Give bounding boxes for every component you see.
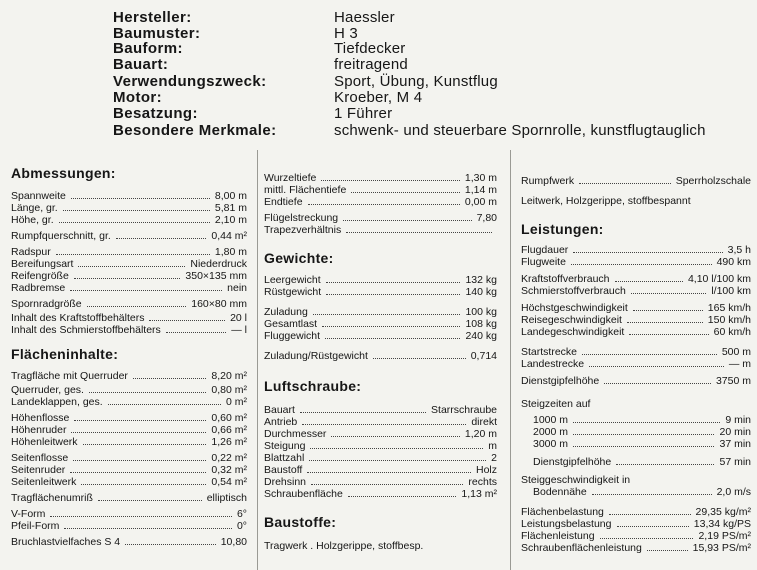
spec-value: Sperrholzschale — [675, 175, 751, 187]
spec-value: nein — [227, 282, 247, 294]
section-title-baustoffe: Baustoffe: — [264, 514, 337, 530]
steiggeschwindigkeit-title: Steiggeschwindigkeit in — [521, 474, 631, 486]
spec-label: 2000 m — [533, 426, 569, 438]
dot-leader — [573, 414, 720, 423]
spec-value: m — [488, 440, 497, 452]
spec-row — [264, 452, 497, 464]
spec-row — [11, 536, 247, 548]
spec-label: Radspur — [11, 246, 51, 258]
dot-leader — [56, 246, 210, 255]
dot-leader — [74, 412, 206, 421]
dot-leader — [629, 326, 709, 335]
dot-leader — [78, 258, 185, 267]
spec-value: 1,14 m — [464, 184, 497, 196]
spec-row — [264, 184, 497, 196]
spec-label: Trapezverhältnis — [264, 224, 342, 236]
dot-leader — [310, 440, 483, 449]
spec-row — [11, 452, 247, 464]
spec-value: 10,80 — [220, 536, 247, 548]
dot-leader — [627, 314, 703, 323]
spec-value: 490 km — [716, 256, 751, 268]
spec-value: 2,19 PS/m² — [698, 530, 751, 542]
spec-value: 0,32 m² — [211, 464, 247, 476]
header-row-motor — [0, 89, 757, 106]
spec-value: 0,66 m² — [211, 424, 247, 436]
spec-row — [264, 464, 497, 476]
spec-value: 29,35 kg/m² — [695, 506, 751, 518]
dot-leader — [615, 273, 683, 282]
spec-value: Holz — [475, 464, 497, 476]
spec-label: mittl. Flächentiefe — [264, 184, 347, 196]
dot-leader — [81, 476, 206, 485]
dot-leader — [343, 212, 472, 221]
dot-leader — [331, 428, 460, 437]
header-label: Baumuster: — [113, 25, 201, 42]
dot-leader — [573, 438, 714, 447]
spec-label: Pfeil-Form — [11, 520, 60, 532]
spec-row — [521, 518, 751, 530]
spec-row — [264, 306, 497, 318]
spec-row — [264, 286, 497, 298]
dot-leader — [616, 456, 714, 465]
spec-label: Höhenleitwerk — [11, 436, 78, 448]
spec-row — [264, 196, 497, 208]
spec-row — [11, 258, 247, 270]
spec-value: 1,80 m — [214, 246, 247, 258]
spec-label: Höhenruder — [11, 424, 67, 436]
spec-value: 2,0 m/s — [716, 486, 751, 498]
header-label: Verwendungszweck: — [113, 73, 267, 90]
dot-leader — [166, 324, 226, 333]
dot-leader — [592, 486, 712, 495]
spec-label: Zuladung/Rüstgewicht — [264, 350, 368, 362]
dot-leader — [617, 518, 689, 527]
spec-label: Flächenleistung — [521, 530, 595, 542]
spec-label: Blattzahl — [264, 452, 305, 464]
dot-leader — [309, 452, 486, 461]
spec-value: 2,10 m — [214, 214, 247, 226]
header-row-bauart — [0, 56, 757, 73]
spec-label: Seitenruder — [11, 464, 66, 476]
spec-value: 0,00 m — [464, 196, 497, 208]
spec-value: 4,10 l/100 km — [687, 273, 751, 285]
section-title-luftschraube: Luftschraube: — [264, 378, 362, 394]
spec-value: 57 min — [719, 456, 751, 468]
header-value: Sport, Übung, Kunstflug — [334, 73, 498, 90]
spec-row — [11, 202, 247, 214]
spec-label: Rumpfwerk — [521, 175, 575, 187]
spec-value: 132 kg — [465, 274, 497, 286]
spec-value: 500 m — [721, 346, 751, 358]
spec-row — [11, 190, 247, 202]
spec-label: Durchmesser — [264, 428, 327, 440]
dot-leader — [325, 330, 460, 339]
spec-row — [264, 476, 497, 488]
dot-leader — [321, 172, 460, 181]
dot-leader — [59, 214, 210, 223]
spec-value: rechts — [468, 476, 497, 488]
spec-label: Reisegeschwindigkeit — [521, 314, 622, 326]
spec-value: 108 kg — [465, 318, 497, 330]
spec-row — [264, 350, 497, 362]
column-divider — [510, 150, 511, 570]
dot-leader — [326, 286, 460, 295]
spec-row — [521, 486, 751, 498]
spec-value: 100 kg — [465, 306, 497, 318]
header-row-verwendungszweck — [0, 73, 757, 90]
spec-label: Kraftstoffverbrauch — [521, 273, 610, 285]
spec-label: Bereifungsart — [11, 258, 74, 270]
spec-value: 240 kg — [465, 330, 497, 342]
spec-row — [264, 172, 497, 184]
spec-value: 0,60 m² — [211, 412, 247, 424]
spec-label: Antrieb — [264, 416, 298, 428]
spec-row — [264, 416, 497, 428]
dot-leader — [63, 202, 210, 211]
spec-label: Höchstgeschwindigkeit — [521, 302, 628, 314]
spec-row — [11, 270, 247, 282]
spec-row — [264, 224, 497, 236]
spec-row — [521, 302, 751, 314]
spec-value: 2 — [491, 452, 497, 464]
dot-leader — [308, 196, 460, 205]
spec-value: 0,44 m² — [211, 230, 247, 242]
header-row-bauform — [0, 40, 757, 57]
dot-leader — [609, 506, 691, 515]
dot-leader — [600, 530, 693, 539]
spec-label: Fluggewicht — [264, 330, 321, 342]
header-row-hersteller — [0, 9, 757, 26]
dot-leader — [108, 396, 221, 405]
spec-value: 140 kg — [465, 286, 497, 298]
spec-row — [521, 256, 751, 268]
spec-value: 1,20 m — [464, 428, 497, 440]
spec-value: l/100 km — [711, 285, 751, 297]
dot-leader — [74, 270, 180, 279]
spec-value: 8,20 m² — [211, 370, 247, 382]
dot-leader — [582, 346, 717, 355]
header-value: Haessler — [334, 9, 395, 26]
spec-label: Seitenflosse — [11, 452, 69, 464]
dot-leader — [604, 375, 711, 384]
spec-row — [521, 375, 751, 387]
section-title-flaecheninhalte: Flächeninhalte: — [11, 346, 119, 362]
header-label: Motor: — [113, 89, 163, 106]
spec-label: Höhenflosse — [11, 412, 70, 424]
spec-label: Seitenleitwerk — [11, 476, 77, 488]
spec-label: Landestrecke — [521, 358, 585, 370]
dot-leader — [373, 350, 466, 359]
header-label: Bauform: — [113, 40, 183, 57]
dot-leader — [83, 436, 206, 445]
spec-label: 3000 m — [533, 438, 569, 450]
spec-value: 5,81 m — [214, 202, 247, 214]
header-value: Kroeber, M 4 — [334, 89, 423, 106]
header-row-merkmale — [0, 122, 757, 139]
spec-value: 3750 m — [715, 375, 751, 387]
spec-row — [11, 476, 247, 488]
spec-row — [521, 414, 751, 426]
spec-label: Spornradgröße — [11, 298, 82, 310]
header-row-besatzung — [0, 105, 757, 122]
dot-leader — [302, 416, 466, 425]
spec-label: Spannweite — [11, 190, 66, 202]
spec-label: Steigung — [264, 440, 306, 452]
spec-label: Schmierstoffverbrauch — [521, 285, 626, 297]
dot-leader — [322, 318, 460, 327]
spec-value: 0,714 — [470, 350, 497, 362]
spec-label: Bodennähe — [533, 486, 587, 498]
spec-label: Startstrecke — [521, 346, 578, 358]
spec-value: 0,22 m² — [211, 452, 247, 464]
dot-leader — [573, 426, 714, 435]
dot-leader — [71, 424, 206, 433]
spec-value: 1,13 m² — [461, 488, 497, 500]
spec-row — [521, 314, 751, 326]
spec-label: Drehsinn — [264, 476, 307, 488]
spec-label: Gesamtlast — [264, 318, 318, 330]
spec-row — [521, 438, 751, 450]
spec-value: 1,30 m — [464, 172, 497, 184]
dot-leader — [647, 542, 688, 551]
spec-value: 8,00 m — [214, 190, 247, 202]
spec-label: Inhalt des Kraftstoffbehälters — [11, 312, 145, 324]
header-label: Besatzung: — [113, 105, 198, 122]
spec-row — [264, 488, 497, 500]
spec-label: V-Form — [11, 508, 46, 520]
spec-row — [264, 404, 497, 416]
spec-label: Baustoff — [264, 464, 303, 476]
dot-leader — [307, 464, 471, 473]
spec-row — [11, 214, 247, 226]
dot-leader — [125, 536, 216, 545]
spec-row — [521, 506, 751, 518]
spec-label: Rüstgewicht — [264, 286, 322, 298]
spec-row — [521, 326, 751, 338]
spec-label: Leergewicht — [264, 274, 321, 286]
spec-value: 165 km/h — [707, 302, 751, 314]
spec-value: Niederdruck — [190, 258, 247, 270]
dot-leader — [300, 404, 426, 413]
spec-row — [11, 424, 247, 436]
spec-row — [521, 285, 751, 297]
leitwerk-text: Leitwerk, Holzgerippe, stoffbespannt — [521, 195, 691, 207]
spec-row — [11, 230, 247, 242]
spec-value: — m — [728, 358, 751, 370]
spec-row — [11, 324, 247, 336]
spec-row — [11, 246, 247, 258]
spec-row — [521, 244, 751, 256]
spec-value: 350×135 mm — [185, 270, 247, 282]
dot-leader — [346, 224, 492, 233]
header-label: Hersteller: — [113, 9, 192, 26]
spec-value: 0,80 m² — [211, 384, 247, 396]
spec-value: 20 l — [230, 312, 247, 324]
dot-leader — [579, 175, 671, 184]
spec-label: Bauart — [264, 404, 295, 416]
dot-leader — [89, 384, 206, 393]
dot-leader — [573, 244, 723, 253]
spec-row — [521, 542, 751, 554]
tragwerk-text: Tragwerk . Holzgerippe, stoffbesp. — [264, 540, 424, 552]
dot-leader — [348, 488, 456, 497]
spec-label: Schraubenfläche — [264, 488, 343, 500]
dot-leader — [70, 282, 222, 291]
spec-value: 60 km/h — [713, 326, 751, 338]
header-label: Bauart: — [113, 56, 169, 73]
spec-value: 0° — [236, 520, 247, 532]
spec-row — [521, 346, 751, 358]
spec-row — [264, 212, 497, 224]
spec-row — [264, 330, 497, 342]
spec-row — [11, 464, 247, 476]
spec-label: Höhe, gr. — [11, 214, 54, 226]
spec-label: Radbremse — [11, 282, 66, 294]
spec-value: — l — [231, 324, 247, 336]
header-label: Besondere Merkmale: — [113, 122, 277, 139]
spec-label: Tragflächenumriß — [11, 492, 93, 504]
spec-value: 13,34 kg/PS — [693, 518, 751, 530]
dot-leader — [73, 452, 206, 461]
spec-row — [11, 508, 247, 520]
spec-row — [521, 530, 751, 542]
spec-label: Landeklappen, ges. — [11, 396, 103, 408]
spec-row — [521, 456, 751, 468]
spec-value: 6° — [236, 508, 247, 520]
spec-value: 0 m² — [226, 396, 247, 408]
dot-leader — [633, 302, 703, 311]
spec-label: Inhalt des Schmierstoffbehälters — [11, 324, 161, 336]
spec-row — [264, 440, 497, 452]
spec-row — [521, 358, 751, 370]
spec-label: Zuladung — [264, 306, 308, 318]
dot-leader — [64, 520, 232, 529]
spec-value: 20 min — [719, 426, 751, 438]
dot-leader — [351, 184, 460, 193]
spec-value: 15,93 PS/m² — [692, 542, 751, 554]
spec-row — [521, 426, 751, 438]
spec-row — [264, 318, 497, 330]
spec-value: elliptisch — [206, 492, 247, 504]
spec-value: 37 min — [719, 438, 751, 450]
spec-label: Schraubenflächenleistung — [521, 542, 642, 554]
spec-label: Flugdauer — [521, 244, 569, 256]
header-value: H 3 — [334, 25, 358, 42]
spec-row — [11, 370, 247, 382]
dot-leader — [149, 312, 225, 321]
dot-leader — [87, 298, 186, 307]
spec-row — [521, 175, 751, 187]
spec-row — [11, 520, 247, 532]
spec-row — [11, 436, 247, 448]
spec-value: 150 km/h — [707, 314, 751, 326]
spec-row — [11, 312, 247, 324]
dot-leader — [71, 190, 210, 199]
spec-row — [521, 273, 751, 285]
spec-value: Starrschraube — [431, 404, 497, 416]
spec-label: Reifengröße — [11, 270, 69, 282]
spec-row — [11, 396, 247, 408]
section-title-leistungen: Leistungen: — [521, 221, 604, 237]
spec-label: Landegeschwindigkeit — [521, 326, 625, 338]
dot-leader — [326, 274, 460, 283]
spec-value: 1,26 m² — [211, 436, 247, 448]
dot-leader — [313, 306, 460, 315]
spec-value: direkt — [471, 416, 497, 428]
spec-value: 160×80 mm — [191, 298, 247, 310]
spec-label: Flächenbelastung — [521, 506, 604, 518]
dot-leader — [571, 256, 712, 265]
spec-value: 7,80 — [476, 212, 497, 224]
spec-label: Bruchlastvielfaches S 4 — [11, 536, 121, 548]
spec-label: Querruder, ges. — [11, 384, 84, 396]
header-value: 1 Führer — [334, 105, 393, 122]
spec-label: Leistungsbelastung — [521, 518, 612, 530]
spec-label: Tragfläche mit Querruder — [11, 370, 128, 382]
spec-row — [11, 282, 247, 294]
dot-leader — [311, 476, 463, 485]
spec-row — [264, 428, 497, 440]
section-title-gewichte: Gewichte: — [264, 250, 334, 266]
column-divider — [257, 150, 258, 570]
spec-row — [11, 384, 247, 396]
spec-value: 0,54 m² — [211, 476, 247, 488]
spec-label: Dienstgipfelhöhe — [521, 375, 600, 387]
spec-row — [11, 492, 247, 504]
spec-label: Flügelstreckung — [264, 212, 339, 224]
spec-row — [11, 298, 247, 310]
spec-label: Länge, gr. — [11, 202, 58, 214]
dot-leader — [98, 492, 202, 501]
header-value: freitragend — [334, 56, 408, 73]
spec-label: Dienstgipfelhöhe — [533, 456, 612, 468]
spec-label: Flugweite — [521, 256, 566, 268]
spec-label: 1000 m — [533, 414, 569, 426]
spec-value: 9 min — [725, 414, 751, 426]
header-value: Tiefdecker — [334, 40, 406, 57]
spec-label: Rumpfquerschnitt, gr. — [11, 230, 111, 242]
dot-leader — [50, 508, 232, 517]
section-title-abmessungen: Abmessungen: — [11, 165, 116, 181]
dot-leader — [70, 464, 206, 473]
dot-leader — [133, 370, 206, 379]
spec-value: 3,5 h — [727, 244, 751, 256]
spec-row — [11, 412, 247, 424]
spec-label: Endtiefe — [264, 196, 303, 208]
steigzeiten-title: Steigzeiten auf — [521, 398, 591, 410]
dot-leader — [116, 230, 206, 239]
spec-label: Wurzeltiefe — [264, 172, 317, 184]
dot-leader — [589, 358, 724, 367]
spec-row — [264, 274, 497, 286]
dot-leader — [631, 285, 706, 294]
header-value: schwenk- und steuerbare Spornrolle, kunstflugtauglich — [334, 122, 706, 139]
